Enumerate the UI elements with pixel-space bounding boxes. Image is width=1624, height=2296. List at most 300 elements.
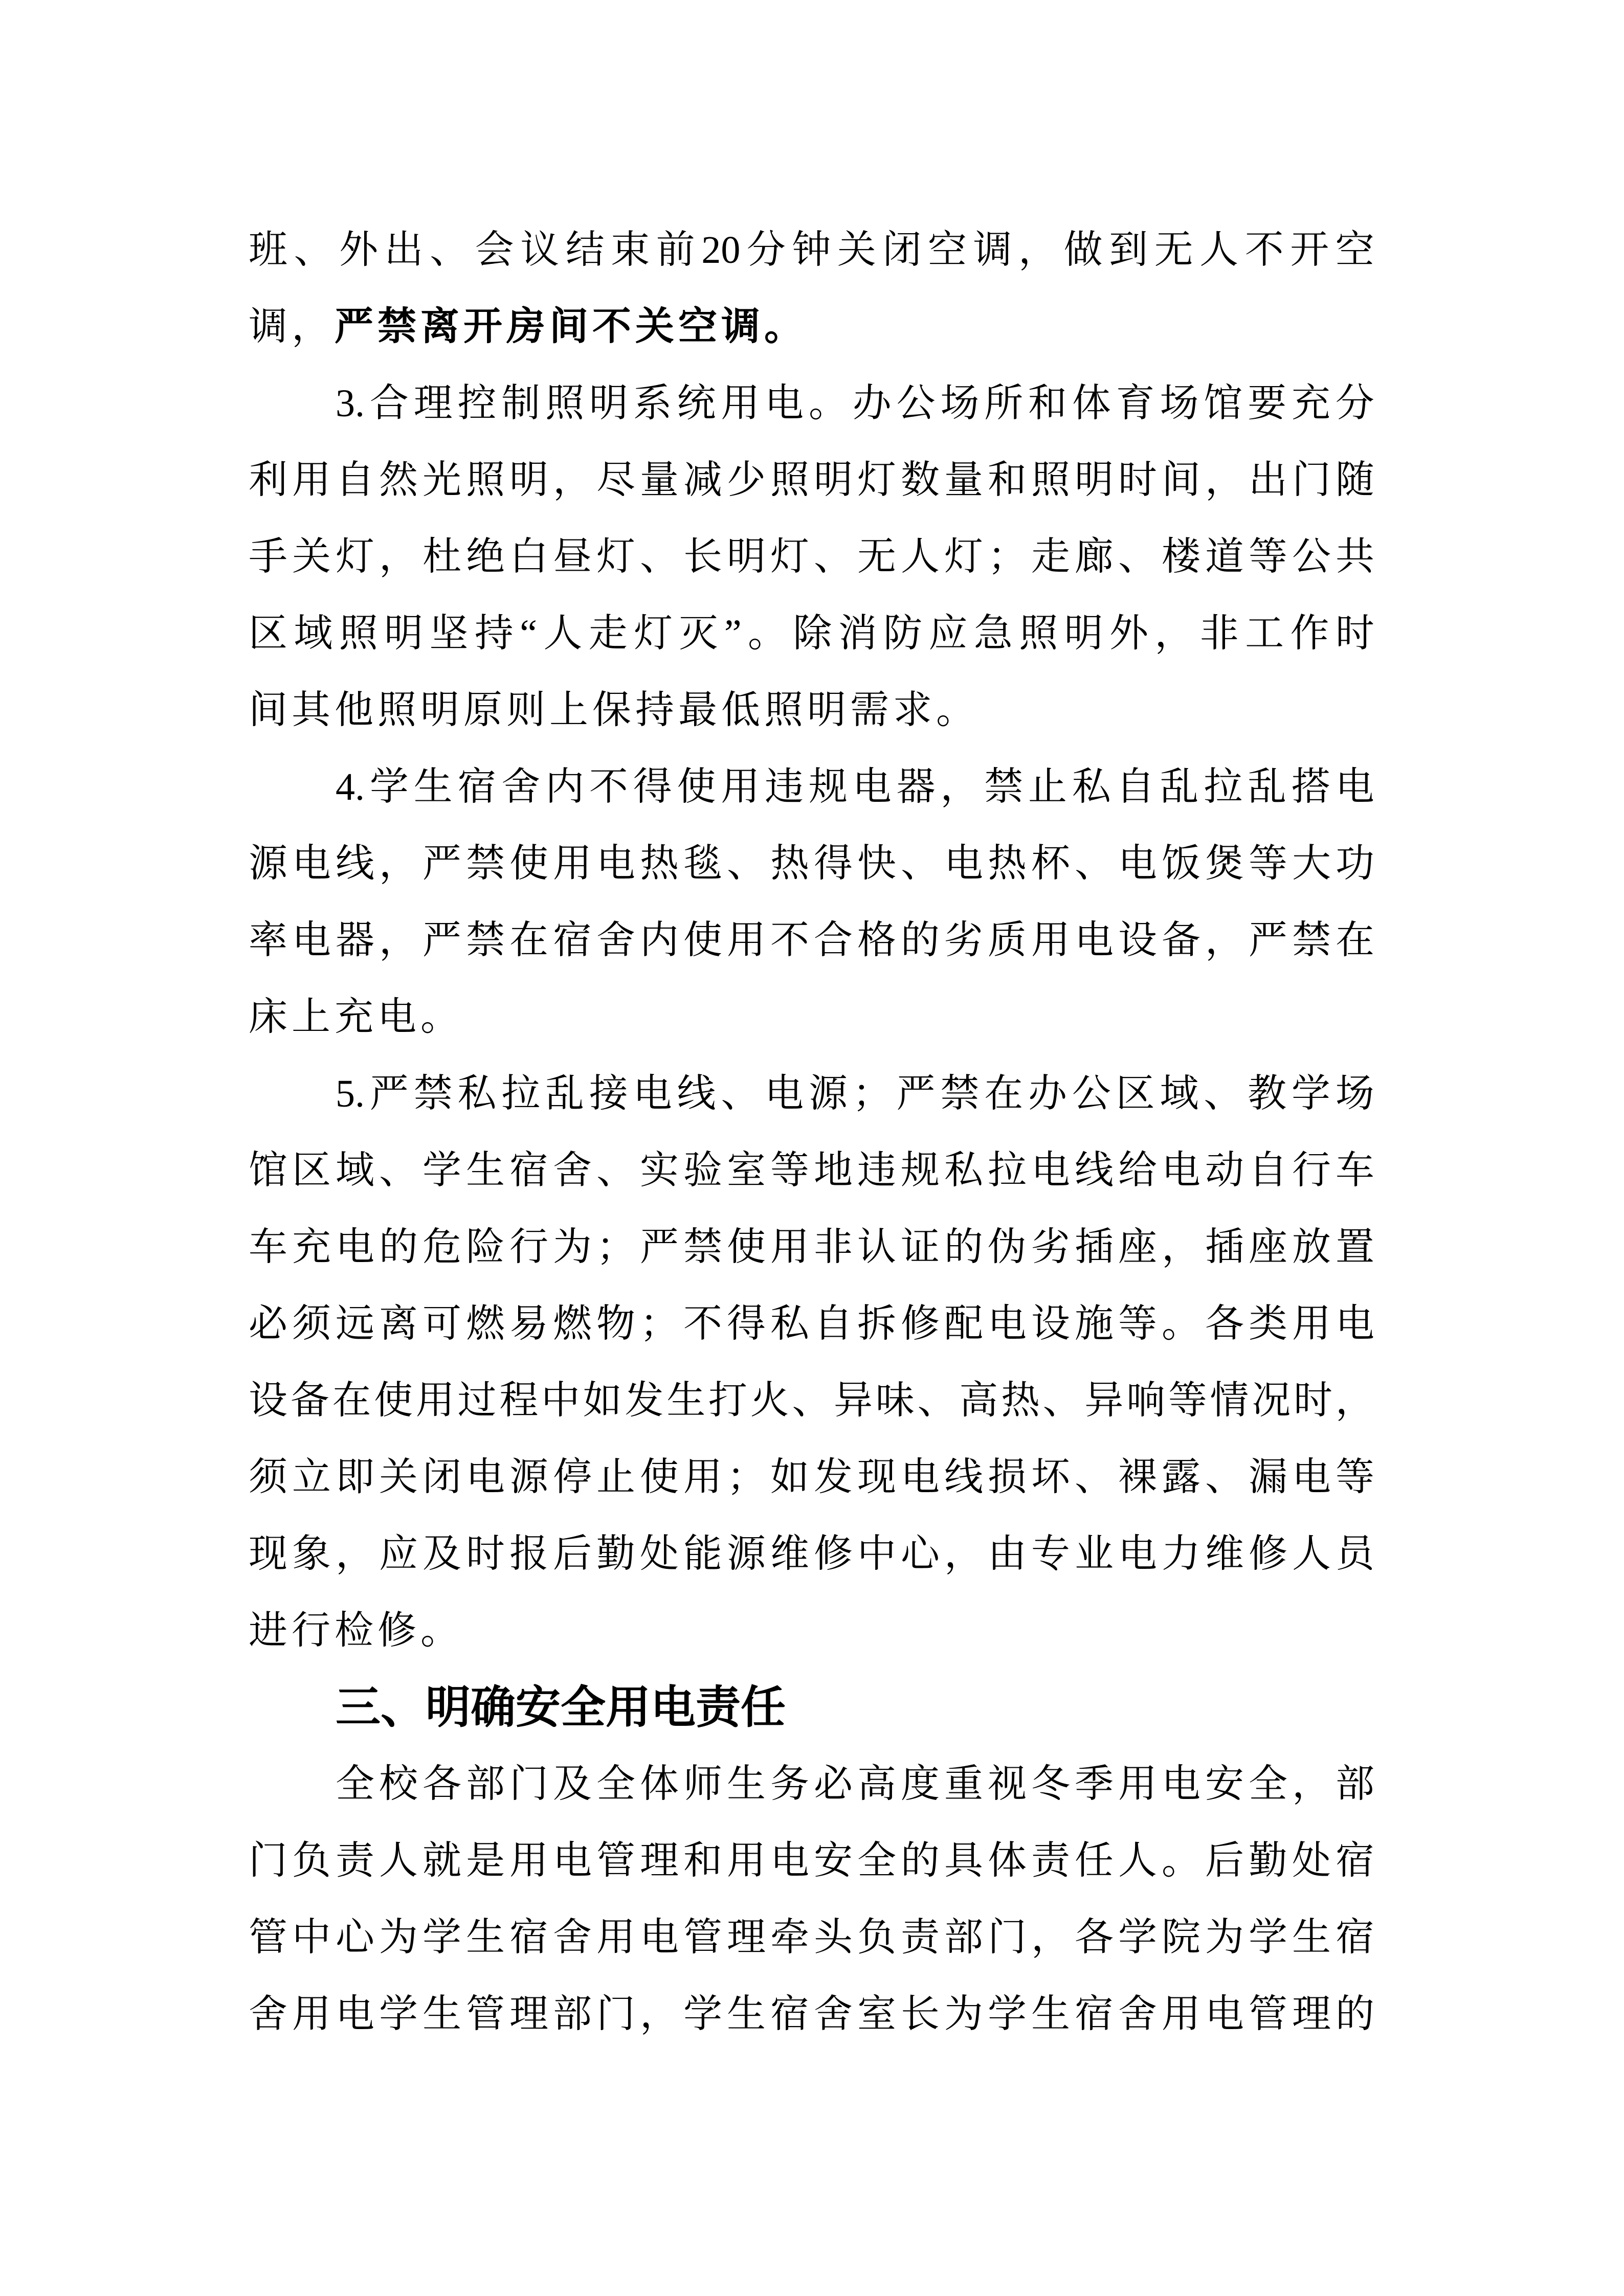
glyph: 减 bbox=[683, 459, 722, 502]
glyph: 体 bbox=[988, 1839, 1027, 1882]
glyph: 明 bbox=[727, 535, 766, 578]
glyph: 电 bbox=[1162, 1149, 1200, 1192]
glyph: 高 bbox=[959, 1379, 998, 1422]
glyph: 灭 bbox=[679, 612, 718, 655]
glyph: 无 bbox=[857, 535, 896, 578]
glyph: 灯 bbox=[944, 535, 983, 578]
glyph: 就 bbox=[422, 1839, 461, 1882]
glyph: ， bbox=[553, 459, 592, 502]
glyph: 务 bbox=[770, 1763, 809, 1806]
glyph: 证 bbox=[901, 1226, 940, 1269]
glyph: 度 bbox=[901, 1763, 940, 1806]
glyph: 心 bbox=[901, 1533, 940, 1575]
glyph: 间 bbox=[1162, 459, 1200, 502]
glyph: 用 bbox=[727, 1839, 766, 1882]
glyph: 门 bbox=[1292, 459, 1331, 502]
glyph: 、 bbox=[917, 1379, 956, 1422]
glyph: 的 bbox=[379, 1226, 418, 1269]
glyph: 立 bbox=[292, 1456, 331, 1499]
glyph: 发 bbox=[625, 1379, 664, 1422]
glyph: 异 bbox=[834, 1379, 873, 1422]
glyph: 门 bbox=[509, 1763, 548, 1806]
glyph: 、 bbox=[1075, 1456, 1114, 1499]
glyph: 自 bbox=[1249, 1149, 1287, 1192]
glyph: 员 bbox=[1336, 1533, 1374, 1575]
glyph: 明 bbox=[1075, 459, 1114, 502]
glyph: 用 bbox=[292, 1993, 331, 2036]
glyph: 。 bbox=[808, 382, 848, 425]
glyph: 处 bbox=[640, 1533, 679, 1575]
glyph: 宿 bbox=[457, 766, 497, 808]
glyph: 用 bbox=[596, 1916, 635, 1959]
glyph: 、 bbox=[640, 535, 679, 578]
glyph: 部 bbox=[553, 1993, 592, 2036]
glyph: 不 bbox=[683, 1302, 722, 1345]
glyph: 空 bbox=[1335, 229, 1374, 272]
glyph: 私 bbox=[1072, 766, 1111, 808]
glyph: 内 bbox=[640, 919, 679, 962]
glyph: 、 bbox=[1118, 535, 1157, 578]
glyph: 、 bbox=[596, 1149, 635, 1192]
glyph: 宿 bbox=[770, 1993, 809, 2036]
glyph: 关 bbox=[292, 535, 331, 578]
glyph: 得 bbox=[633, 766, 672, 808]
glyph: 照 bbox=[1031, 459, 1070, 502]
glyph: 修 bbox=[1249, 1533, 1287, 1575]
glyph: 具 bbox=[944, 1839, 983, 1882]
glyph: 插 bbox=[1075, 1226, 1114, 1269]
glyph: 严 bbox=[896, 1072, 936, 1115]
glyph: 明 bbox=[1064, 612, 1103, 655]
text-line bbox=[249, 288, 1374, 365]
glyph: 在 bbox=[984, 1072, 1024, 1115]
glyph: 照 bbox=[545, 382, 585, 425]
glyph: 少 bbox=[727, 459, 766, 502]
glyph: 必 bbox=[814, 1763, 853, 1806]
glyph: 异 bbox=[1084, 1379, 1124, 1422]
glyph: 量 bbox=[944, 459, 983, 502]
text-line bbox=[249, 902, 1374, 979]
glyph: 除 bbox=[793, 612, 832, 655]
glyph: 防 bbox=[883, 612, 923, 655]
glyph: 要 bbox=[1248, 382, 1287, 425]
glyph: 行 bbox=[1292, 1149, 1331, 1192]
glyph: 明 bbox=[814, 459, 853, 502]
glyph: 应 bbox=[379, 1533, 418, 1575]
glyph: 后 bbox=[553, 1533, 592, 1575]
text-line bbox=[249, 1362, 1374, 1439]
glyph: 手 bbox=[249, 535, 287, 578]
glyph: 可 bbox=[422, 1302, 461, 1345]
glyph: 电 bbox=[292, 919, 331, 962]
glyph: 尽 bbox=[596, 459, 635, 502]
glyph: 馆 bbox=[249, 1149, 287, 1192]
glyph: 力 bbox=[1162, 1533, 1200, 1575]
glyph: 得 bbox=[727, 1302, 766, 1345]
glyph: 学 bbox=[683, 1993, 722, 2036]
glyph: ， bbox=[940, 766, 980, 808]
glyph: 用 bbox=[553, 842, 592, 885]
glyph: 止 bbox=[596, 1456, 635, 1499]
glyph: 各 bbox=[1075, 1916, 1114, 1959]
glyph: 管 bbox=[466, 1993, 505, 2036]
glyph: 光 bbox=[422, 459, 461, 502]
glyph: 漏 bbox=[1249, 1456, 1287, 1499]
glyph: 须 bbox=[249, 1456, 287, 1499]
glyph: 快 bbox=[857, 842, 896, 885]
glyph: 电 bbox=[944, 842, 983, 885]
glyph: 理 bbox=[640, 1839, 679, 1882]
text-line bbox=[249, 1899, 1374, 1976]
glyph: 电 bbox=[1335, 766, 1374, 808]
glyph: 学 bbox=[422, 1916, 461, 1959]
glyph: 管 bbox=[683, 1916, 722, 1959]
glyph: 源 bbox=[509, 1456, 548, 1499]
glyph: 行 bbox=[509, 1226, 548, 1269]
glyph: 育 bbox=[1116, 382, 1155, 425]
glyph: 出 bbox=[1249, 459, 1287, 502]
glyph: 在 bbox=[332, 1379, 371, 1422]
glyph: 禁 bbox=[413, 1072, 453, 1115]
glyph: 域 bbox=[336, 1149, 374, 1192]
glyph: 门 bbox=[596, 1993, 635, 2036]
glyph: 热 bbox=[988, 842, 1027, 885]
glyph: 中 bbox=[292, 1916, 331, 1959]
glyph: 区 bbox=[249, 612, 287, 655]
glyph: 车 bbox=[1336, 1149, 1374, 1192]
glyph: 火 bbox=[750, 1379, 789, 1422]
glyph: 任 bbox=[1075, 1839, 1114, 1882]
glyph: 电 bbox=[553, 1839, 592, 1882]
glyph: 照 bbox=[1019, 612, 1058, 655]
glyph: 电 bbox=[765, 382, 804, 425]
glyph: 学 bbox=[1291, 1072, 1330, 1115]
glyph: 等 bbox=[770, 1149, 809, 1192]
glyph: 中 bbox=[857, 1533, 896, 1575]
glyph: 坚 bbox=[429, 612, 469, 655]
glyph: ， bbox=[944, 1533, 983, 1575]
plain-text: 调， bbox=[249, 305, 335, 348]
glyph: 宿 bbox=[509, 1916, 548, 1959]
text-line bbox=[249, 212, 1374, 288]
glyph: 现 bbox=[249, 1533, 287, 1575]
glyph: 规 bbox=[808, 766, 848, 808]
glyph: 、 bbox=[379, 1149, 418, 1192]
glyph: 冬 bbox=[1031, 1763, 1070, 1806]
glyph: 楼 bbox=[1162, 535, 1200, 578]
glyph: 电 bbox=[852, 766, 892, 808]
glyph: 是 bbox=[466, 1839, 505, 1882]
glyph: 应 bbox=[928, 612, 968, 655]
glyph: 外 bbox=[339, 229, 379, 272]
glyph: 不 bbox=[589, 766, 628, 808]
glyph: 出 bbox=[384, 229, 424, 272]
glyph: 、 bbox=[901, 842, 940, 885]
glyph: 和 bbox=[1028, 382, 1067, 425]
glyph: 量 bbox=[640, 459, 679, 502]
glyph: 各 bbox=[1205, 1302, 1244, 1345]
glyph: 置 bbox=[1336, 1226, 1374, 1269]
glyph: 宿 bbox=[1336, 1916, 1374, 1959]
glyph: 线 bbox=[677, 1072, 716, 1115]
glyph: 调 bbox=[973, 229, 1012, 272]
text-line bbox=[249, 1055, 1374, 1132]
glyph: 灯 bbox=[596, 535, 635, 578]
glyph: 器 bbox=[896, 766, 936, 808]
glyph: 情 bbox=[1210, 1379, 1249, 1422]
glyph: 用 bbox=[1292, 1302, 1331, 1345]
glyph: ， bbox=[1031, 1916, 1070, 1959]
glyph: 灯 bbox=[857, 459, 896, 502]
glyph: 充 bbox=[1291, 382, 1330, 425]
glyph: 自 bbox=[336, 459, 374, 502]
glyph: 廊 bbox=[1075, 535, 1114, 578]
glyph: 类 bbox=[1249, 1302, 1287, 1345]
glyph: 系 bbox=[633, 382, 672, 425]
glyph: 用 bbox=[509, 1839, 548, 1882]
glyph: 开 bbox=[1290, 229, 1329, 272]
glyph: 5. bbox=[336, 1072, 365, 1115]
glyph: 用 bbox=[415, 1379, 455, 1422]
glyph: 用 bbox=[1162, 1993, 1200, 2036]
glyph: 全 bbox=[857, 1839, 896, 1882]
glyph: 热 bbox=[770, 842, 809, 885]
glyph: ” bbox=[724, 612, 742, 655]
glyph: 电 bbox=[1118, 842, 1157, 885]
glyph: 质 bbox=[988, 919, 1027, 962]
glyph: 作 bbox=[1290, 612, 1329, 655]
glyph: 灯 bbox=[770, 535, 809, 578]
glyph: 安 bbox=[1205, 1763, 1244, 1806]
glyph: 私 bbox=[944, 1149, 983, 1192]
glyph: 维 bbox=[770, 1533, 809, 1575]
glyph: 责 bbox=[901, 1916, 940, 1959]
glyph: 人 bbox=[1118, 1839, 1157, 1882]
glyph: 非 bbox=[814, 1226, 853, 1269]
glyph: 、 bbox=[1205, 1456, 1244, 1499]
glyph: 饭 bbox=[1162, 842, 1200, 885]
text-line bbox=[249, 1286, 1374, 1362]
glyph: 电 bbox=[1075, 919, 1114, 962]
glyph: 持 bbox=[474, 612, 514, 655]
glyph: 用 bbox=[721, 766, 760, 808]
glyph: 生 bbox=[1292, 1916, 1331, 1959]
glyph: 长 bbox=[683, 535, 722, 578]
glyph: 工 bbox=[1245, 612, 1284, 655]
glyph: 等 bbox=[1168, 1379, 1207, 1422]
glyph: 接 bbox=[589, 1072, 628, 1115]
glyph: 劣 bbox=[944, 919, 983, 962]
glyph: 分 bbox=[1335, 382, 1374, 425]
glyph: 禁 bbox=[1292, 919, 1331, 962]
glyph: 为 bbox=[1205, 1916, 1244, 1959]
glyph: ， bbox=[1205, 919, 1244, 962]
glyph: ； bbox=[988, 535, 1027, 578]
glyph: 在 bbox=[509, 919, 548, 962]
glyph: ， bbox=[1154, 612, 1194, 655]
glyph: 用 bbox=[1031, 919, 1070, 962]
glyph: 生 bbox=[413, 766, 453, 808]
glyph: 拆 bbox=[857, 1302, 896, 1345]
glyph: 电 bbox=[1205, 1993, 1244, 2036]
glyph: 燃 bbox=[466, 1302, 505, 1345]
glyph: 自 bbox=[1116, 766, 1155, 808]
glyph: 用 bbox=[727, 919, 766, 962]
glyph: 办 bbox=[1028, 1072, 1067, 1115]
glyph: 区 bbox=[1116, 1072, 1155, 1115]
glyph: 非 bbox=[1199, 612, 1239, 655]
glyph: 体 bbox=[640, 1763, 679, 1806]
glyph: 空 bbox=[927, 229, 967, 272]
glyph: 使 bbox=[677, 766, 716, 808]
glyph: 然 bbox=[379, 459, 418, 502]
glyph: 电 bbox=[901, 1456, 940, 1499]
glyph: 备 bbox=[1162, 919, 1200, 962]
glyph: 人 bbox=[901, 535, 940, 578]
glyph: ， bbox=[1018, 229, 1058, 272]
glyph: 能 bbox=[683, 1533, 722, 1575]
glyph: 电 bbox=[1031, 1149, 1070, 1192]
glyph: 生 bbox=[666, 1379, 706, 1422]
glyph: 舍 bbox=[249, 1993, 287, 2036]
glyph: 必 bbox=[249, 1302, 287, 1345]
glyph: 私 bbox=[457, 1072, 497, 1115]
glyph: 放 bbox=[1292, 1226, 1331, 1269]
glyph: 认 bbox=[857, 1226, 896, 1269]
glyph: 电 bbox=[466, 1456, 505, 1499]
glyph: 白 bbox=[509, 535, 548, 578]
glyph: 象 bbox=[292, 1533, 331, 1575]
glyph: 时 bbox=[1118, 459, 1157, 502]
glyph: 理 bbox=[727, 1916, 766, 1959]
glyph: 舍 bbox=[814, 1993, 853, 2036]
glyph: 禁 bbox=[683, 1226, 722, 1269]
glyph: 给 bbox=[1118, 1149, 1157, 1192]
glyph: 人 bbox=[543, 612, 583, 655]
glyph: 设 bbox=[1118, 919, 1157, 962]
glyph: 由 bbox=[988, 1533, 1027, 1575]
glyph: ， bbox=[1292, 1763, 1331, 1806]
glyph: 理 bbox=[413, 382, 453, 425]
glyph: ， bbox=[379, 919, 418, 962]
glyph: 损 bbox=[988, 1456, 1027, 1499]
glyph: 管 bbox=[249, 1916, 287, 1959]
glyph: 等 bbox=[1336, 1456, 1374, 1499]
glyph: 人 bbox=[1199, 229, 1239, 272]
glyph: 、 bbox=[1075, 842, 1114, 885]
glyph: 时 bbox=[1335, 612, 1374, 655]
glyph: 险 bbox=[466, 1226, 505, 1269]
glyph: 各 bbox=[422, 1763, 461, 1806]
glyph: 学 bbox=[1118, 1916, 1157, 1959]
glyph: 办 bbox=[852, 382, 892, 425]
glyph: 和 bbox=[683, 1839, 722, 1882]
glyph: 到 bbox=[1109, 229, 1148, 272]
glyph: 修 bbox=[901, 1302, 940, 1345]
glyph: 离 bbox=[379, 1302, 418, 1345]
glyph: 急 bbox=[973, 612, 1013, 655]
glyph: ； bbox=[640, 1302, 679, 1345]
glyph: 用 bbox=[683, 1456, 722, 1499]
text-line bbox=[249, 1209, 1374, 1286]
glyph: 、 bbox=[727, 842, 766, 885]
glyph: 座 bbox=[1249, 1226, 1287, 1269]
plain-text: 进行检修。 bbox=[249, 1609, 463, 1652]
glyph: 合 bbox=[369, 382, 409, 425]
glyph: 全 bbox=[1249, 1763, 1287, 1806]
glyph: 舍 bbox=[1118, 1993, 1157, 2036]
glyph: 拉 bbox=[1204, 766, 1243, 808]
text-line bbox=[249, 1439, 1374, 1516]
glyph: 、 bbox=[294, 229, 333, 272]
glyph: 议 bbox=[520, 229, 560, 272]
glyph: 乱 bbox=[1248, 766, 1287, 808]
glyph: 数 bbox=[901, 459, 940, 502]
glyph: 杜 bbox=[422, 535, 461, 578]
glyph: 走 bbox=[1031, 535, 1070, 578]
text-line bbox=[249, 672, 1374, 749]
glyph: 用 bbox=[721, 382, 760, 425]
glyph: 违 bbox=[857, 1149, 896, 1192]
glyph: 。 bbox=[1162, 1839, 1200, 1882]
glyph: 用 bbox=[770, 1226, 809, 1269]
text-line bbox=[249, 442, 1374, 519]
glyph: 大 bbox=[1292, 842, 1331, 885]
glyph: 使 bbox=[509, 842, 548, 885]
glyph: 全 bbox=[336, 1763, 374, 1806]
glyph: 部 bbox=[466, 1763, 505, 1806]
glyph: 20 bbox=[701, 229, 741, 272]
glyph: 校 bbox=[379, 1763, 418, 1806]
section-heading bbox=[249, 1669, 1374, 1746]
text-line bbox=[249, 1592, 1374, 1669]
glyph: 长 bbox=[901, 1993, 940, 2036]
emphasis-text: 三、明确安全用电责任 bbox=[336, 1682, 786, 1732]
glyph: 和 bbox=[988, 459, 1027, 502]
glyph: 视 bbox=[988, 1763, 1027, 1806]
glyph: 馆 bbox=[1204, 382, 1243, 425]
glyph: ， bbox=[640, 1993, 679, 2036]
glyph: 内 bbox=[545, 766, 585, 808]
glyph: 验 bbox=[683, 1149, 722, 1192]
glyph: 须 bbox=[292, 1302, 331, 1345]
glyph: 格 bbox=[857, 919, 896, 962]
glyph: 学 bbox=[379, 1993, 418, 2036]
glyph: 后 bbox=[1205, 1839, 1244, 1882]
glyph: 会 bbox=[475, 229, 514, 272]
glyph: 宿 bbox=[1336, 1839, 1374, 1882]
glyph: 消 bbox=[838, 612, 877, 655]
glyph: 钟 bbox=[792, 229, 831, 272]
glyph: 功 bbox=[1336, 842, 1374, 885]
glyph: 电 bbox=[336, 1993, 374, 2036]
glyph: 座 bbox=[1118, 1226, 1157, 1269]
glyph: 、 bbox=[792, 1379, 831, 1422]
glyph: 生 bbox=[466, 1149, 505, 1192]
glyph: 关 bbox=[837, 229, 876, 272]
glyph: 公 bbox=[1072, 1072, 1111, 1115]
glyph: 照 bbox=[339, 612, 378, 655]
glyph: 劣 bbox=[1031, 1226, 1070, 1269]
glyph: 灯 bbox=[634, 612, 673, 655]
glyph: ； bbox=[596, 1226, 635, 1269]
glyph: 生 bbox=[466, 1916, 505, 1959]
glyph: 等 bbox=[1249, 535, 1287, 578]
glyph: 宿 bbox=[1075, 1993, 1114, 2036]
glyph: 况 bbox=[1252, 1379, 1291, 1422]
glyph: 照 bbox=[770, 459, 809, 502]
glyph: ； bbox=[852, 1072, 892, 1115]
